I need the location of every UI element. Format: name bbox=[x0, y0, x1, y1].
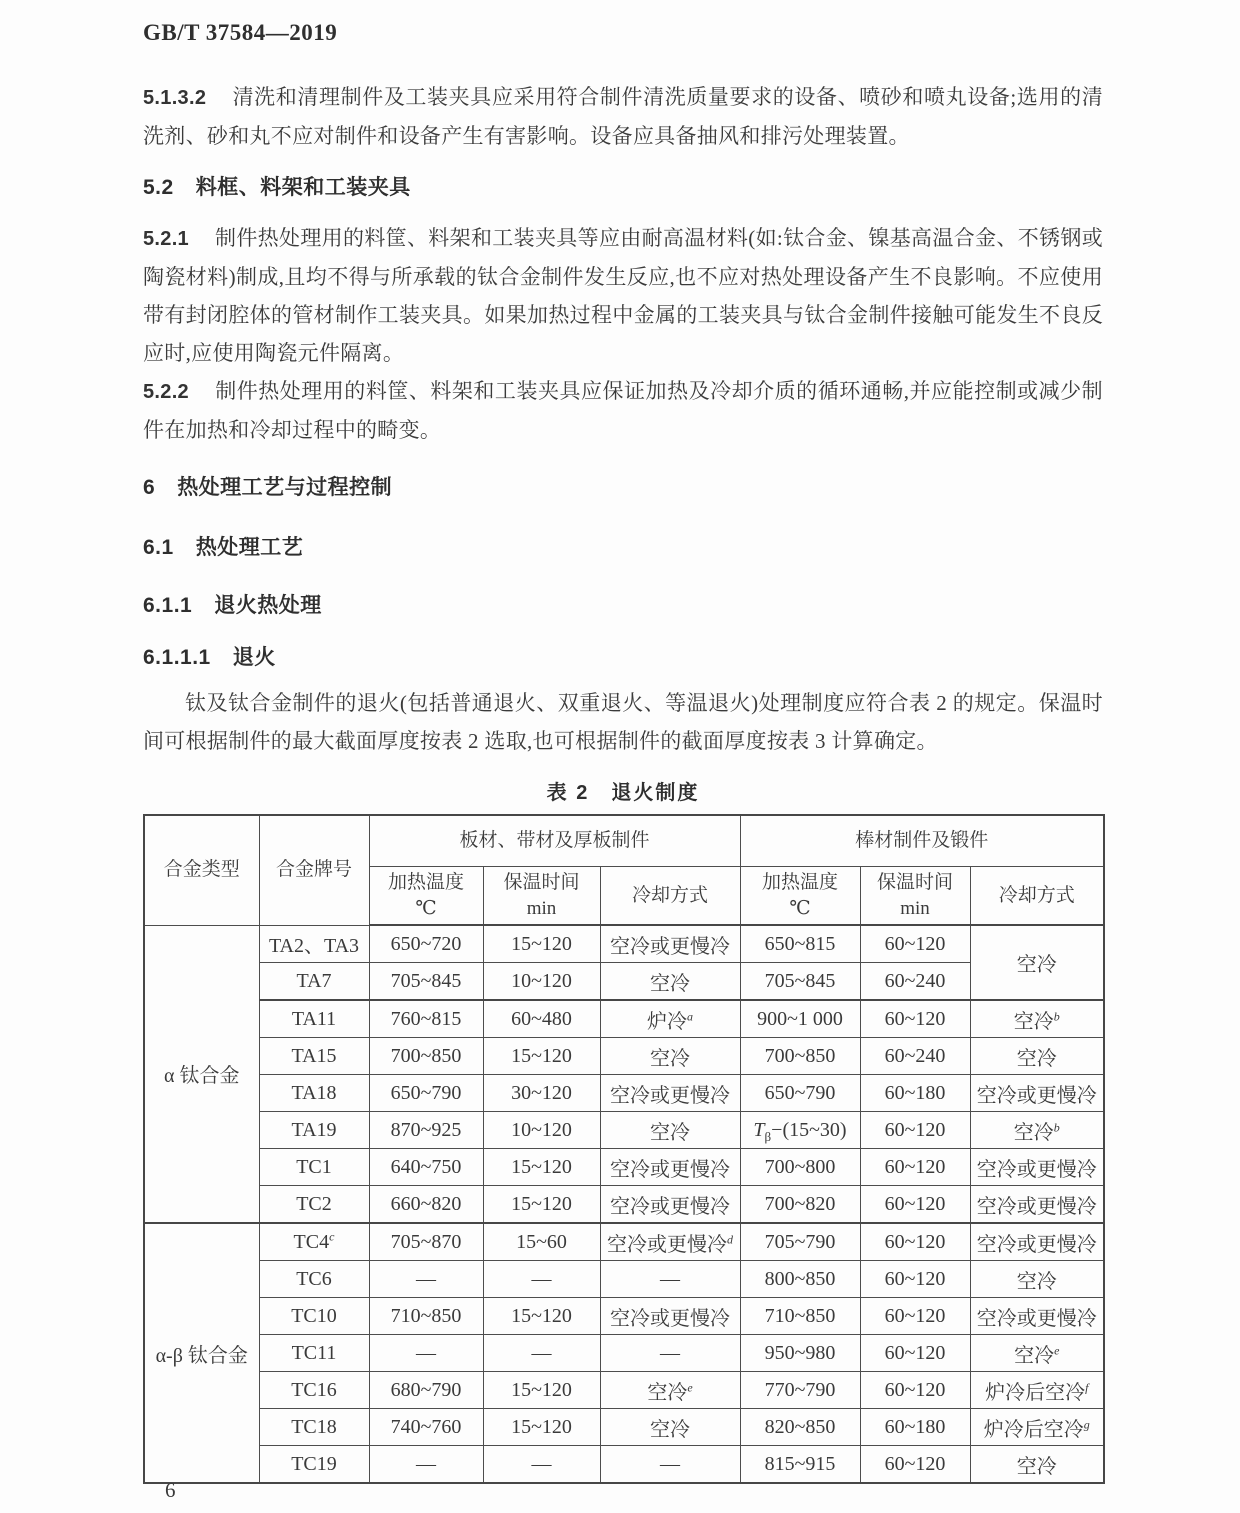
alloy-grade-cell: TC6 bbox=[259, 1261, 369, 1298]
alloy-grade-cell: TC1 bbox=[259, 1149, 369, 1186]
table-cell: 650~790 bbox=[740, 1075, 860, 1112]
table-cell: 700~850 bbox=[369, 1038, 483, 1075]
heading-number: 6 bbox=[143, 476, 156, 499]
table-cell: 空冷或更慢冷 bbox=[970, 1298, 1104, 1335]
header-line: 加热温度 bbox=[762, 871, 839, 893]
heading-number: 6.1 bbox=[143, 536, 174, 559]
table-cell: 15~120 bbox=[483, 1409, 600, 1446]
table-cell: 60~120 bbox=[860, 925, 970, 963]
table-cell: 空冷或更慢冷 bbox=[970, 1149, 1104, 1186]
table-cell: 空冷$^b$ bbox=[970, 1000, 1104, 1038]
table-cell: 炉冷$^a$ bbox=[600, 1000, 740, 1038]
clause-number: 5.2.1 bbox=[143, 228, 189, 250]
alloy-type-cell: α-β 钛合金 bbox=[144, 1223, 259, 1483]
page-content bbox=[143, 0, 1103, 1484]
table-cell: 700~820 bbox=[740, 1186, 860, 1224]
table-header-row-1 bbox=[144, 815, 1104, 867]
table-row bbox=[144, 963, 1104, 1001]
col-header-hold-time bbox=[483, 867, 600, 926]
table-cell: 760~815 bbox=[369, 1000, 483, 1038]
table-cell: 815~915 bbox=[740, 1446, 860, 1484]
header-line: 保温时间 bbox=[877, 871, 954, 893]
table-cell: 60~120 bbox=[860, 1335, 970, 1372]
col-header-heat-temp bbox=[369, 867, 483, 926]
alloy-grade-cell: TC2 bbox=[259, 1186, 369, 1224]
col-group-bar: 棒材制件及锻件 bbox=[740, 815, 1104, 867]
table-cell: — bbox=[369, 1261, 483, 1298]
table-cell: 60~120 bbox=[860, 1000, 970, 1038]
table-cell: 800~850 bbox=[740, 1261, 860, 1298]
table-cell: 60~480 bbox=[483, 1000, 600, 1038]
col-group-plate: 板材、带材及厚板制件 bbox=[369, 815, 740, 867]
table-caption: 表 2 退火制度 bbox=[546, 782, 700, 804]
table-cell: 870~925 bbox=[369, 1112, 483, 1149]
table-cell: 650~790 bbox=[369, 1075, 483, 1112]
alloy-grade-cell: TA2、TA3 bbox=[259, 925, 369, 963]
table-cell: 空冷或更慢冷 bbox=[600, 1075, 740, 1112]
page-number: 6 bbox=[165, 1478, 176, 1502]
table-cell: 60~120 bbox=[860, 1298, 970, 1335]
table-cell: 60~120 bbox=[860, 1261, 970, 1298]
table-cell: — bbox=[600, 1335, 740, 1372]
table-cell: 空冷$^e$ bbox=[970, 1335, 1104, 1372]
table-cell: 15~120 bbox=[483, 1038, 600, 1075]
table-cell: — bbox=[483, 1335, 600, 1372]
table-row bbox=[144, 1149, 1104, 1186]
table-cell: 空冷 bbox=[970, 1446, 1104, 1484]
intro-text: 钛及钛合金制件的退火(包括普通退火、双重退火、等温退火)处理制度应符合表 2 的规定。保温时间可根据制件的最大截面厚度按表 2 选取,也可根据制件的截面厚度按表 3 计算确定。 bbox=[143, 691, 1103, 753]
heading-6-1-1 bbox=[143, 587, 1103, 625]
table-cell: 15~120 bbox=[483, 1372, 600, 1409]
table-row bbox=[144, 1223, 1104, 1261]
table-cell: 640~750 bbox=[369, 1149, 483, 1186]
table-cell: — bbox=[600, 1446, 740, 1484]
table-cell: — bbox=[483, 1261, 600, 1298]
table-row bbox=[144, 1335, 1104, 1372]
table-cell: 30~120 bbox=[483, 1075, 600, 1112]
table-cell: 60~240 bbox=[860, 1038, 970, 1075]
alloy-grade-cell: TC10 bbox=[259, 1298, 369, 1335]
table-cell: 60~120 bbox=[860, 1372, 970, 1409]
table-cell: 700~850 bbox=[740, 1038, 860, 1075]
clause-5-1-3-2 bbox=[143, 78, 1103, 155]
alloy-grade-cell: TC16 bbox=[259, 1372, 369, 1409]
table-cell: 650~720 bbox=[369, 925, 483, 963]
table-cell: 700~800 bbox=[740, 1149, 860, 1186]
table-cell: 705~790 bbox=[740, 1223, 860, 1261]
alloy-grade-cell: TA7 bbox=[259, 963, 369, 1001]
heading-number: 5.2 bbox=[143, 176, 174, 199]
table-cell: 60~180 bbox=[860, 1409, 970, 1446]
table-cell: 710~850 bbox=[369, 1298, 483, 1335]
clause-text: 清洗和清理制件及工装夹具应采用符合制件清洗质量要求的设备、喷砂和喷丸设备;选用的清洗剂、砂和丸不应对制件和设备产生有害影响。设备应具备抽风和排污处理装置。 bbox=[143, 85, 1103, 148]
table-cell: 空冷 bbox=[970, 1038, 1104, 1075]
table-row bbox=[144, 1112, 1104, 1149]
table-cell: 空冷 bbox=[600, 1409, 740, 1446]
table-row bbox=[144, 1446, 1104, 1484]
table-cell: 705~845 bbox=[740, 963, 860, 1001]
clause-text: 制件热处理用的料筐、料架和工装夹具等应由耐高温材料(如:钛合金、镍基高温合金、不锈钢或陶瓷材料)制成,且均不得与所承载的钛合金制件发生反应,也不应对热处理设备产生不良影响。不应使用带有封闭腔体的管材制作工装夹具。如果加热过程中金属的工装夹具与钛合金制件接触可能发生不良反应时,应使用陶瓷元件隔离。 bbox=[143, 226, 1103, 365]
table-cell: 950~980 bbox=[740, 1335, 860, 1372]
table-cell: — bbox=[369, 1446, 483, 1484]
col-header-alloy-grade: 合金牌号 bbox=[259, 815, 369, 925]
table-cell: 60~120 bbox=[860, 1112, 970, 1149]
table-cell: — bbox=[369, 1335, 483, 1372]
table-cell: 650~815 bbox=[740, 925, 860, 963]
table-cell: $T_\beta-(15\sim 30)$ bbox=[740, 1112, 860, 1149]
alloy-type-cell: α 钛合金 bbox=[144, 925, 259, 1223]
table-cell: 空冷 bbox=[970, 925, 1104, 1000]
table-cell: 15~120 bbox=[483, 925, 600, 963]
header-unit: ℃ bbox=[789, 897, 811, 919]
header-unit: min bbox=[526, 897, 557, 919]
table-cell: — bbox=[483, 1446, 600, 1484]
col-header-cooling: 冷却方式 bbox=[600, 867, 740, 926]
heading-5-2 bbox=[143, 169, 1103, 207]
header-unit: min bbox=[900, 897, 930, 919]
table-cell: 10~120 bbox=[483, 963, 600, 1001]
table-cell: 空冷或更慢冷 bbox=[970, 1223, 1104, 1261]
alloy-grade-cell: TC19 bbox=[259, 1446, 369, 1484]
table-cell: 15~120 bbox=[483, 1149, 600, 1186]
alloy-grade-cell: TA15 bbox=[259, 1038, 369, 1075]
table-cell: 炉冷后空冷$^g$ bbox=[970, 1409, 1104, 1446]
clause-text: 制件热处理用的料筐、料架和工装夹具应保证加热及冷却介质的循环通畅,并应能控制或减少制件在加热和冷却过程中的畸变。 bbox=[143, 379, 1103, 442]
table-row bbox=[144, 925, 1104, 963]
annealing-table-body bbox=[144, 925, 1104, 1483]
table-cell: 710~850 bbox=[740, 1298, 860, 1335]
table-cell: 空冷$^b$ bbox=[970, 1112, 1104, 1149]
table-row bbox=[144, 1372, 1104, 1409]
table-row bbox=[144, 1075, 1104, 1112]
heading-title: 料框、料架和工装夹具 bbox=[195, 176, 411, 199]
table-cell: 770~790 bbox=[740, 1372, 860, 1409]
intro-paragraph bbox=[143, 684, 1103, 760]
table-header bbox=[144, 815, 1104, 925]
table-row bbox=[144, 1186, 1104, 1224]
table-cell: 10~120 bbox=[483, 1112, 600, 1149]
header-line: 保温时间 bbox=[503, 871, 580, 893]
table-cell: 空冷或更慢冷 bbox=[970, 1075, 1104, 1112]
doc-number: GB/T 37584—2019 bbox=[143, 20, 338, 45]
col-header-cooling: 冷却方式 bbox=[970, 867, 1104, 926]
table-cell: 空冷或更慢冷 bbox=[600, 1149, 740, 1186]
table-cell: 空冷或更慢冷 bbox=[600, 1298, 740, 1335]
table-row bbox=[144, 1038, 1104, 1075]
table-cell: 740~760 bbox=[369, 1409, 483, 1446]
table-cell: 空冷或更慢冷 bbox=[600, 1186, 740, 1224]
alloy-grade-cell: TC18 bbox=[259, 1409, 369, 1446]
alloy-grade-cell: TA11 bbox=[259, 1000, 369, 1038]
alloy-grade-cell: TA19 bbox=[259, 1112, 369, 1149]
heading-number: 6.1.1 bbox=[143, 594, 193, 617]
clause-5-2-2 bbox=[143, 372, 1103, 449]
table-row bbox=[144, 1000, 1104, 1038]
table-cell: 680~790 bbox=[369, 1372, 483, 1409]
table-cell: 15~60 bbox=[483, 1223, 600, 1261]
table-row bbox=[144, 1298, 1104, 1335]
table-cell: — bbox=[600, 1261, 740, 1298]
table-cell: 空冷或更慢冷$^d$ bbox=[600, 1223, 740, 1261]
table-cell: 60~120 bbox=[860, 1186, 970, 1224]
table-cell: 820~850 bbox=[740, 1409, 860, 1446]
alloy-grade-cell: TC11 bbox=[259, 1335, 369, 1372]
table-cell: 60~120 bbox=[860, 1223, 970, 1261]
heading-title: 热处理工艺与过程控制 bbox=[177, 476, 393, 499]
col-header-heat-temp bbox=[740, 867, 860, 926]
header-unit: ℃ bbox=[415, 897, 437, 919]
table-cell: 空冷 bbox=[600, 963, 740, 1001]
table-cell: 空冷 bbox=[970, 1261, 1104, 1298]
alloy-grade-cell: TC4$^c$ bbox=[259, 1223, 369, 1261]
heading-6-1-1-1 bbox=[143, 639, 1103, 677]
table-cell: 900~1 000 bbox=[740, 1000, 860, 1038]
table-cell: 60~120 bbox=[860, 1446, 970, 1484]
heading-title: 退火 bbox=[232, 646, 276, 669]
col-header-alloy-type: 合金类型 bbox=[144, 815, 259, 925]
heading-title: 热处理工艺 bbox=[195, 536, 304, 559]
table-cell: 炉冷后空冷$^f$ bbox=[970, 1372, 1104, 1409]
table-cell: 空冷或更慢冷 bbox=[970, 1186, 1104, 1224]
table-cell: 60~120 bbox=[860, 1149, 970, 1186]
clause-5-2-1 bbox=[143, 219, 1103, 372]
table-cell: 705~845 bbox=[369, 963, 483, 1001]
clause-number: 5.1.3.2 bbox=[143, 87, 207, 109]
annealing-table bbox=[143, 814, 1105, 1484]
heading-number: 6.1.1.1 bbox=[143, 646, 211, 669]
table-row bbox=[144, 1261, 1104, 1298]
table-row bbox=[144, 1409, 1104, 1446]
header-line: 加热温度 bbox=[387, 871, 464, 893]
table-cell: 705~870 bbox=[369, 1223, 483, 1261]
heading-6 bbox=[143, 469, 1103, 507]
alloy-grade-cell: TA18 bbox=[259, 1075, 369, 1112]
table-cell: 空冷$^e$ bbox=[600, 1372, 740, 1409]
table-cell: 空冷 bbox=[600, 1112, 740, 1149]
table-cell: 660~820 bbox=[369, 1186, 483, 1224]
heading-6-1 bbox=[143, 529, 1103, 567]
table-cell: 60~240 bbox=[860, 963, 970, 1001]
clause-number: 5.2.2 bbox=[143, 381, 189, 403]
table-cell: 空冷或更慢冷 bbox=[600, 925, 740, 963]
table-cell: 空冷 bbox=[600, 1038, 740, 1075]
table-cell: 15~120 bbox=[483, 1298, 600, 1335]
col-header-hold-time bbox=[860, 867, 970, 926]
table-cell: 15~120 bbox=[483, 1186, 600, 1224]
table-cell: 60~180 bbox=[860, 1075, 970, 1112]
heading-title: 退火热处理 bbox=[214, 594, 322, 617]
